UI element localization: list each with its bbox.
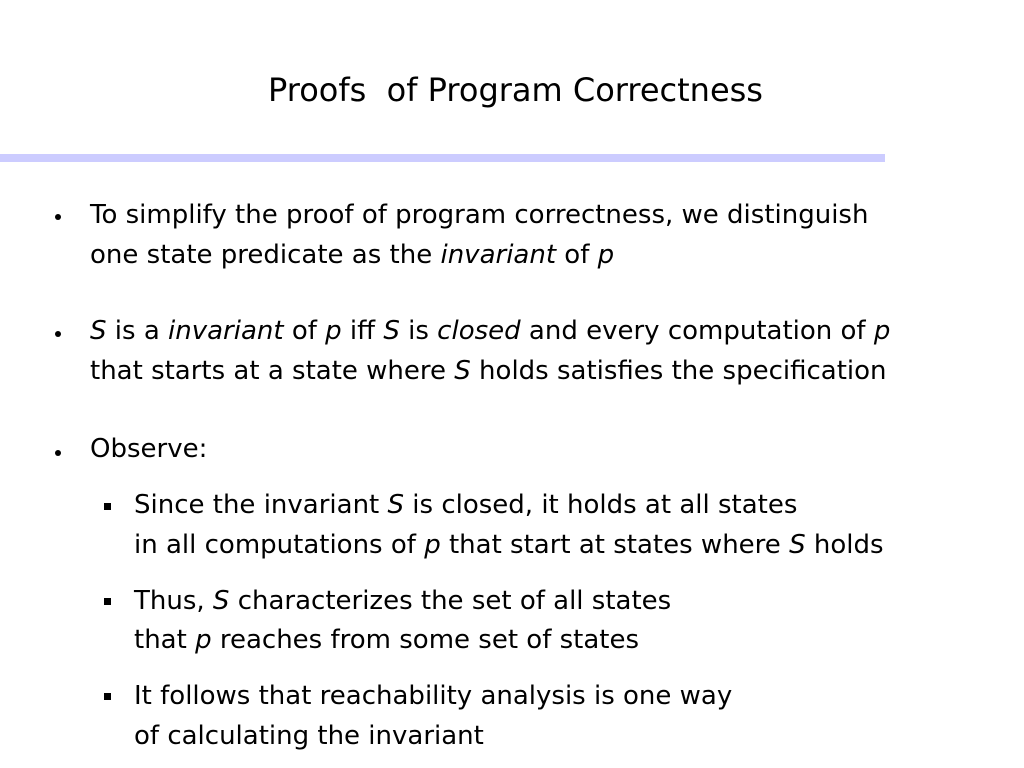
text-run: that start at states where bbox=[440, 530, 790, 560]
text-run: that starts at a state where bbox=[90, 356, 455, 386]
italic-text-run: S bbox=[383, 316, 400, 346]
sub-bullet-3-line-1 bbox=[134, 678, 732, 714]
text-run: Thus, bbox=[134, 586, 213, 616]
text-run: To simplify the proof of program correctness, we distinguish bbox=[90, 200, 869, 230]
title-rule bbox=[0, 154, 885, 162]
text-run: that bbox=[134, 625, 196, 655]
italic-text-run: p bbox=[325, 316, 342, 346]
text-run: Observe: bbox=[90, 434, 208, 464]
sub-bullet-3-line-2 bbox=[134, 718, 484, 754]
text-run: of bbox=[556, 240, 598, 270]
bullet-2-line-1 bbox=[90, 313, 890, 349]
italic-text-run: S bbox=[454, 356, 471, 386]
bullet-square-icon bbox=[104, 598, 111, 605]
text-run: holds bbox=[805, 530, 884, 560]
text-run: of calculating the invariant bbox=[134, 721, 484, 751]
text-run: Since the invariant bbox=[134, 490, 388, 520]
italic-text-run: p bbox=[873, 316, 891, 346]
text-run: one state predicate as the bbox=[90, 240, 441, 270]
bullet-dot-icon bbox=[55, 331, 61, 337]
italic-text-run: S bbox=[90, 316, 107, 346]
sub-bullet-1-line-1 bbox=[134, 487, 797, 523]
bullet-1-line-1 bbox=[90, 197, 868, 233]
sub-bullet-2-line-1 bbox=[134, 583, 671, 619]
text-run: characterizes the set of all states bbox=[229, 586, 672, 616]
bullet-dot-icon bbox=[55, 214, 61, 220]
bullet-2-line-2 bbox=[90, 353, 887, 389]
sub-bullet-2-line-2 bbox=[134, 622, 639, 658]
text-run: reaches from some set of states bbox=[211, 625, 640, 655]
bullet-square-icon bbox=[104, 693, 111, 700]
text-run: of bbox=[283, 316, 326, 346]
sub-bullet-1-line-2 bbox=[134, 527, 884, 563]
italic-text-run: S bbox=[789, 530, 806, 560]
bullet-square-icon bbox=[104, 503, 111, 510]
text-run: iff bbox=[341, 316, 384, 346]
text-run: is closed, it holds at all states bbox=[404, 490, 798, 520]
bullet-1-line-2 bbox=[90, 237, 614, 273]
slide-title: Proofs of Program Correctness bbox=[268, 71, 763, 109]
bullet-3-line-1 bbox=[90, 431, 207, 467]
italic-text-run: closed bbox=[437, 316, 521, 346]
italic-text-run: S bbox=[212, 586, 230, 616]
text-run: holds satisfies the specification bbox=[470, 356, 887, 386]
italic-text-run: invariant bbox=[440, 240, 557, 270]
text-run: and every computation of bbox=[520, 316, 874, 346]
text-run: in all computations of bbox=[134, 530, 425, 560]
text-run: It follows that reachability analysis is one way bbox=[134, 681, 733, 711]
italic-text-run: p bbox=[424, 530, 441, 560]
text-run: is bbox=[399, 316, 438, 346]
italic-text-run: p bbox=[195, 625, 212, 655]
italic-text-run: S bbox=[387, 490, 405, 520]
italic-text-run: p bbox=[597, 240, 615, 270]
italic-text-run: invariant bbox=[168, 316, 284, 346]
text-run: is a bbox=[106, 316, 169, 346]
bullet-dot-icon bbox=[55, 450, 61, 456]
